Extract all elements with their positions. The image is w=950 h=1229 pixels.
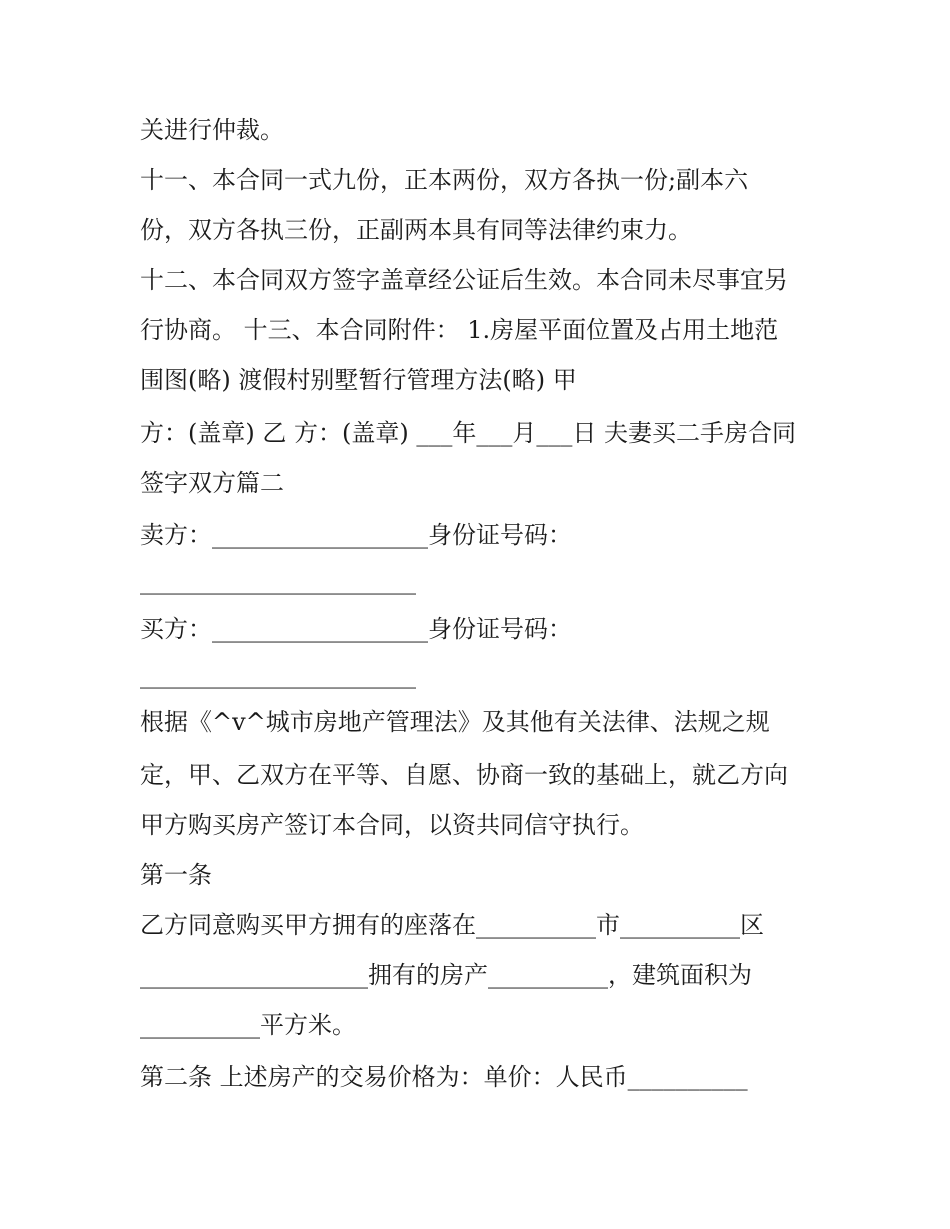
text-line-preamble-a: 根据《^v^城市房地产管理法》及其他有关法律、法规之规 bbox=[140, 708, 770, 736]
text-line-article-1-c: __________平方米。 bbox=[140, 1011, 356, 1039]
text-line-article-13-b: 围图(略) 渡假村别墅暂行管理方法(略) 甲 bbox=[140, 366, 577, 394]
text-line-article-11-a: 十一、本合同一式九份，正本两份，双方各执一份;副本六 bbox=[140, 166, 749, 194]
text-line-section-two-title: 签字双方篇二 bbox=[140, 469, 284, 497]
text-line-article-12-a: 十二、本合同双方签字盖章经公证后生效。本合同未尽事宜另 bbox=[140, 266, 788, 294]
text-line-article-1-title: 第一条 bbox=[140, 861, 212, 889]
text-line-article-13-a: 行协商。 十三、本合同附件： 1.房屋平面位置及占用土地范 bbox=[140, 316, 779, 344]
text-line-seller-id-blank: _______________________ bbox=[140, 567, 416, 595]
text-line-preamble-c: 甲方购买房产签订本合同，以资共同信守执行。 bbox=[140, 811, 644, 839]
text-line-article-1-a: 乙方同意购买甲方拥有的座落在__________市__________区 bbox=[140, 911, 764, 939]
text-line-preamble-b: 定，甲、乙双方在平等、自愿、协商一致的基础上，就乙方向 bbox=[140, 761, 788, 789]
text-line-signature-date: 方：(盖章) 乙 方：(盖章) ___年___月___日 夫妻买二手房合同 bbox=[140, 419, 796, 447]
text-line-article-1-b: ___________________拥有的房产__________，建筑面积为 bbox=[140, 961, 752, 989]
text-line-seller: 卖方：__________________身份证号码： bbox=[140, 521, 572, 549]
text-line-article-2: 第二条 上述房产的交易价格为：单价：人民币__________ bbox=[140, 1063, 748, 1091]
text-line-article-11-b: 份，双方各执三份，正副两本具有同等法律约束力。 bbox=[140, 216, 692, 244]
text-line-buyer-id-blank: _______________________ bbox=[140, 661, 416, 689]
text-line-buyer: 买方：__________________身份证号码： bbox=[140, 615, 572, 643]
text-line-arbitration-end: 关进行仲裁。 bbox=[140, 116, 284, 144]
